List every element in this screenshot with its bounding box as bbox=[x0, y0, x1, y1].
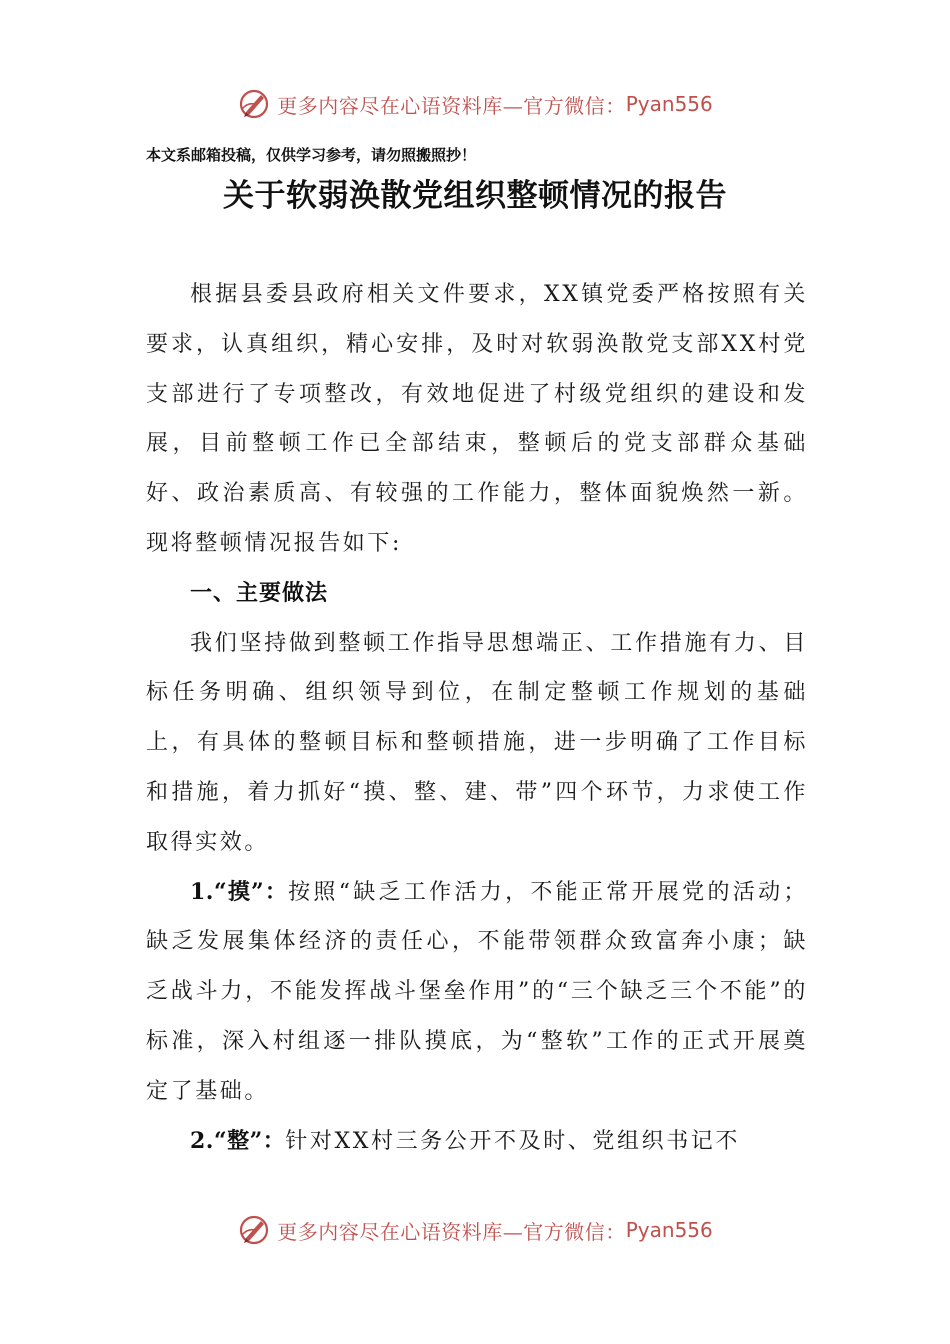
header-watermark bbox=[0, 84, 950, 124]
item1-paragraph bbox=[146, 868, 808, 1117]
pen-circle-logo-icon bbox=[237, 1213, 271, 1247]
item2-lead: 2.“整”： bbox=[190, 1127, 286, 1154]
watermark-text: 更多内容尽在心语资料库—官方微信： bbox=[277, 93, 626, 118]
watermark-wechat-id: Pyan556 bbox=[625, 1218, 713, 1242]
section-heading-main-practices: 一、主要做法 bbox=[190, 579, 329, 606]
item2-body: 针对XX村三务公开不及时、党组织书记不 bbox=[285, 1128, 741, 1154]
footer-watermark bbox=[0, 1210, 950, 1250]
watermark-wechat-id: Pyan556 bbox=[625, 92, 713, 116]
intro-paragraph: 根据县委县政府相关文件要求，XX镇党委严格按照有关要求，认真组织，精心安排，及时对软弱涣散党支部XX村党支部进行了专项整改，有效地促进了村级党组织的建设和发展，目前整顿工作已全部结束，整顿后的党支部群众基础好、政治素质高、有较强的工作能力，整体面貌焕然一新。现将整顿情况报告如下: bbox=[146, 282, 808, 556]
item1-lead: 1.“摸”： bbox=[190, 878, 289, 905]
item2-paragraph bbox=[146, 1117, 808, 1167]
item1-body: 按照“缺乏工作活力，不能正常开展党的活动；缺乏发展集体经济的责任心，不能带领群众致富奔小康；缺乏战斗力，不能发挥战斗堡垒作用”的“三个缺乏三个不能”的标准，深入村组逐一排队摸底，为“整软”工作的正式开展奠定了基础。 bbox=[146, 879, 808, 1104]
pen-circle-logo-icon bbox=[237, 87, 271, 121]
document-title: 关于软弱涣散党组织整顿情况的报告 bbox=[223, 178, 727, 214]
submission-notice: 本文系邮箱投稿，仅供学习参考，请勿照搬照抄！ bbox=[146, 146, 477, 164]
watermark-text: 更多内容尽在心语资料库—官方微信： bbox=[277, 1219, 626, 1244]
document-body bbox=[146, 270, 808, 1166]
section1-paragraph: 我们坚持做到整顿工作指导思想端正、工作措施有力、目标任务明确、组织领导到位，在制定整顿工作规划的基础上，有具体的整顿目标和整顿措施，进一步明确了工作目标和措施，着力抓好“摸、整、建、带”四个环节，力求使工作取得实效。 bbox=[146, 630, 808, 855]
